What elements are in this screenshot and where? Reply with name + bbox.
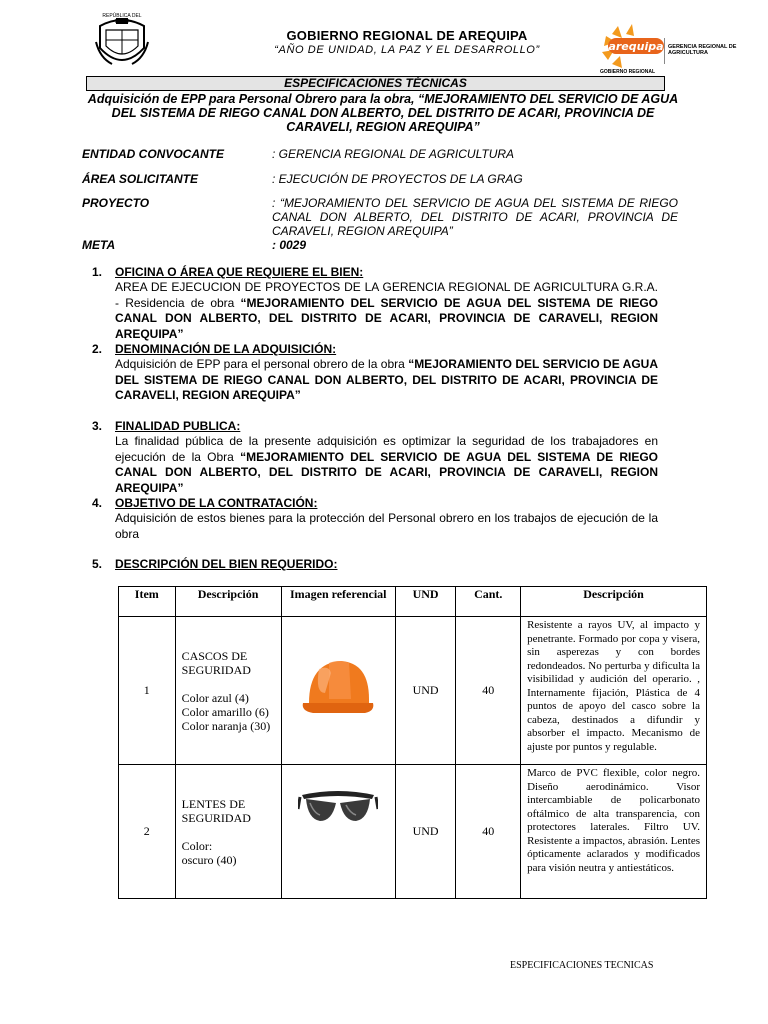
meta-value: : 0029 [272,238,307,252]
document-heading: ESPECIFICACIONES TÉCNICAS [86,76,665,91]
section-4-body: Adquisición de estos bienes para la protección del Personal obrero en los trabajos de ejecución de la obra [115,511,658,541]
col-quantity: Cant. [456,587,521,617]
col-detail: Descripción [521,587,707,617]
section-1-body: AREA DE EJECUCION DE PROYECTOS DE LA GERENCIA REGIONAL DE AGRICULTURA G.R.A. - Residencia de obra “MEJORAMIENTO DEL SERVICIO DE AGUA DEL SISTEMA DE RIEGO CANAL DON ALBERTO, DEL DISTRITO DE ACARI, PROVINCIA DE CARAVELI, REGION AREQUIPA” [115,280,658,341]
col-item: Item [119,587,176,617]
table-header-row [119,587,707,617]
entidad-value: : GERENCIA REGIONAL DE AGRICULTURA [272,147,515,161]
section-2-title: DENOMINACIÓN DE LA ADQUISICIÓN: [115,342,337,356]
item-name: LENTES DE SEGURIDAD [181,796,251,825]
item-color: Color naranja (30) [181,718,271,733]
section-5-title: DESCRIPCIÓN DEL BIEN REQUERIDO: [115,557,338,571]
arequipa-logo-icon [598,22,668,72]
item-color: Color azul (4) [181,690,249,705]
col-image: Imagen referencial [281,587,395,617]
row-quantity: 40 [456,765,521,899]
section-3-number: 3. [92,419,103,433]
safety-glasses-icon [298,785,378,833]
section-3-body: La finalidad pública de la presente adquisición es optimizar la seguridad de los trabajadores en ejecución de la Obra “MEJORAMIENTO DEL SERVICIO DE AGUA DEL SISTEMA DE RIEGO CANAL DON ALBERTO, DEL DISTRITO DE ACARI, PROVINCIA DE CARAVELI, REGION AREQUIPA” [115,434,659,495]
logo-subtitle: GOBIERNO REGIONAL [600,69,656,75]
item-name: CASCOS DE SEGURIDAD [181,648,251,677]
row-unit: UND [395,765,456,899]
proyecto-value: : “MEJORAMIENTO DEL SERVICIO DE AGUA DEL SISTEMA DE RIEGO CANAL DON ALBERTO, DEL DISTRITO DE ACARI, PROVINCIA DE CARAVELI, REGION AREQUIPA” [272,196,678,238]
section-1-number: 1. [92,265,103,279]
crest-label: REPÚBLICA DEL PERÚ [102,13,142,25]
row-description [175,617,281,765]
area-value: : EJECUCIÓN DE PROYECTOS DE LA GRAG [272,172,523,186]
meta-label: META [82,238,116,252]
section-3-title: FINALIDAD PUBLICA: [115,419,241,433]
section-2-body: Adquisición de EPP para el personal obrero de la obra “MEJORAMIENTO DEL SERVICIO DE AGUA DEL SISTEMA DE RIEGO CANAL DON ALBERTO, DEL DISTRITO DE ACARI, PROVINCIA DE CARAVELI, REGION AREQUIPA” [115,357,658,402]
table-row [119,617,707,765]
government-title: GOBIERNO REGIONAL DE AREQUIPA [286,28,528,43]
col-unit: UND [395,587,456,617]
gerencia-label: GERENCIA REGIONAL DE AGRICULTURA [668,44,737,56]
row-unit: UND [395,617,456,765]
proyecto-label: PROYECTO [82,196,150,210]
section-1-title: OFICINA O ÁREA QUE REQUIERE EL BIEN: [115,265,364,279]
section-5-number: 5. [92,557,103,571]
document-subject: Adquisición de EPP para Personal Obrero para la obra, “MEJORAMIENTO DEL SERVICIO DE AGUA DEL SISTEMA DE RIEGO CANAL DON ALBERTO, DEL DISTRITO DE ACARI, PROVINCIA DE CARAVELI, REGION AREQUIPA” [87,92,679,134]
svg-text:arequipa: arequipa [608,40,664,53]
row-image [281,617,395,765]
area-label: ÁREA SOLICITANTE [82,172,198,186]
section-2-number: 2. [92,342,103,356]
row-description [175,765,281,899]
table-row [119,765,707,899]
page-header [0,0,768,76]
row-detail: Resistente a rayos UV, al impacto y penetrante. Formado por copa y visera, sin asperezas y con bordes redondeados. No perturba y dificulta la visibilidad y audición del operario. , Internamente fijación, Plástica de 4 puntos de apoyo del casco sobre la cabeza, destinados a difundir y absorber el impacto. Mecanismo de ajuste por puntos y regulable. [521,617,707,765]
row-quantity: 40 [456,617,521,765]
row-item-number: 2 [119,765,176,899]
row-detail: Marco de PVC flexible, color negro. Diseño aerodinámico. Visor intercambiable de policarbonato oftálmico de alta transparencia, con protectores laterales. Filtro UV. Resistente a impactos, abrasión. Lentes ópticamente aclarados y modificados para visión neutra y antiestáticos. [521,765,707,899]
row-item-number: 1 [119,617,176,765]
item-color: Color: [181,838,213,853]
logo-divider [664,38,665,64]
items-table [118,586,707,899]
section-4-title: OBJETIVO DE LA CONTRATACIÓN: [115,496,318,510]
page-footer: ESPECIFICACIONES TECNICAS [510,960,654,971]
row-image [281,765,395,899]
year-motto: “AÑO DE UNIDAD, LA PAZ Y EL DESARROLLO” [274,44,540,56]
section-4-number: 4. [92,496,103,510]
item-color: oscuro (40) [181,852,237,867]
item-color: Color amarillo (6) [181,704,269,719]
entidad-label: ENTIDAD CONVOCANTE [82,147,225,161]
col-description: Descripción [175,587,281,617]
hard-hat-icon [299,653,377,725]
